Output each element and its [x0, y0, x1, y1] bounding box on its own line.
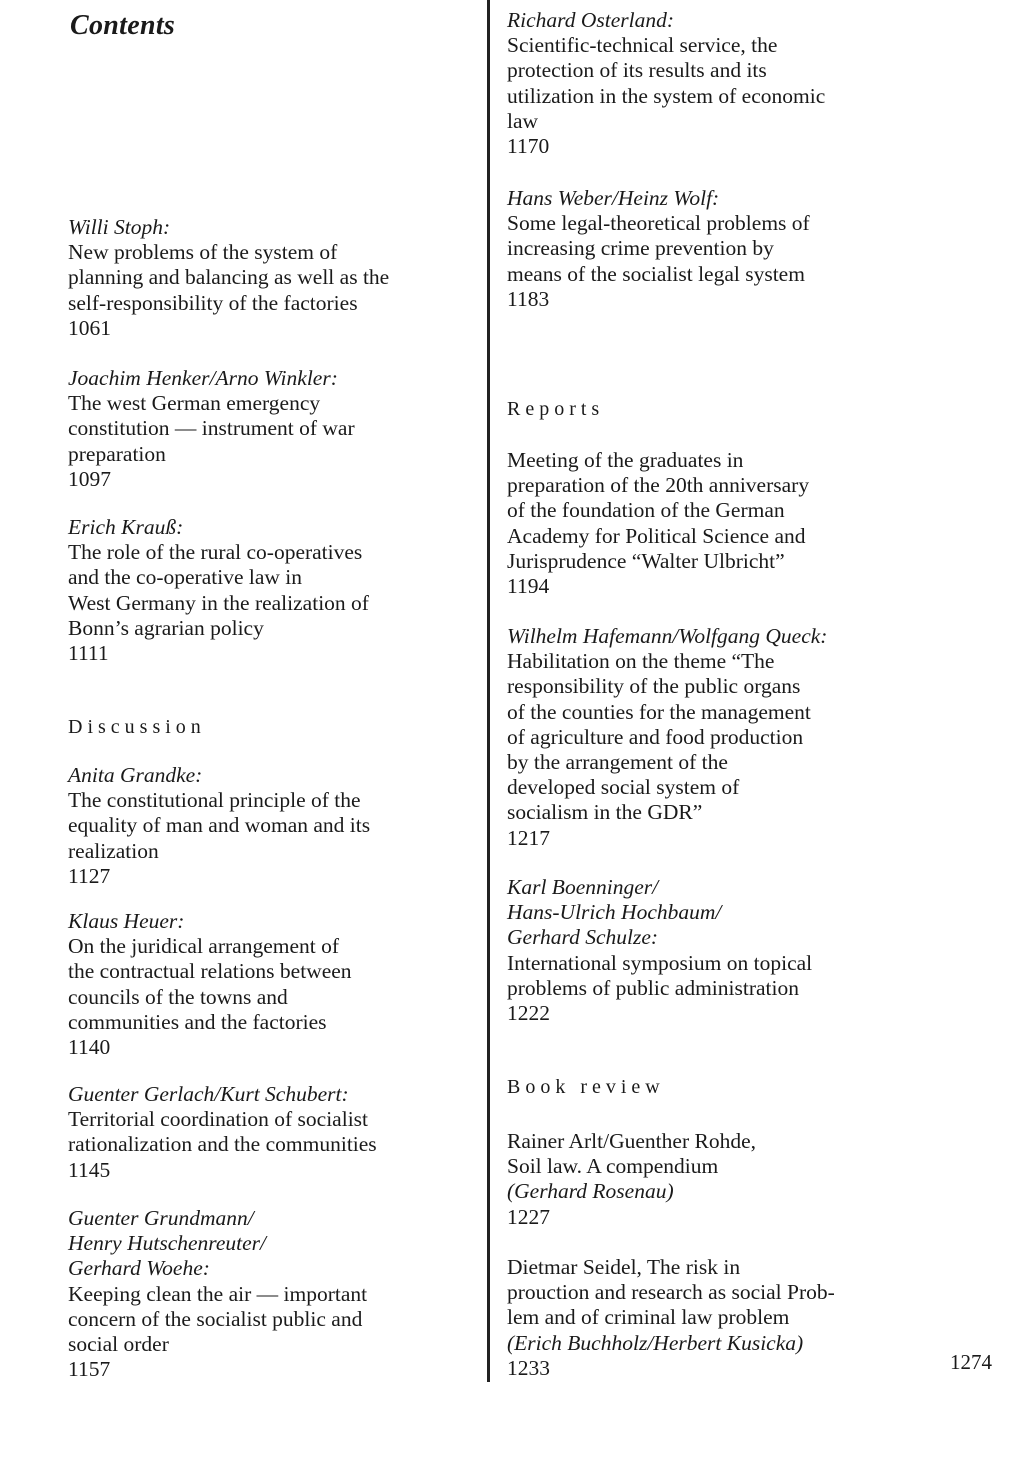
toc-entry[interactable]	[68, 366, 480, 492]
toc-entry[interactable]	[68, 763, 480, 889]
entry-author: Klaus Heuer:	[68, 909, 185, 933]
entry-page: 1222	[507, 1001, 550, 1026]
toc-entry[interactable]	[507, 875, 927, 1026]
toc-entry[interactable]	[507, 448, 927, 599]
column-divider	[487, 0, 490, 1382]
toc-entry[interactable]	[68, 1082, 480, 1183]
toc-entry[interactable]	[507, 1255, 927, 1381]
toc-entry[interactable]	[68, 515, 480, 666]
entry-title: Keeping clean the air — important concern of the socialist public and social order	[68, 1281, 368, 1357]
entry-page: 1097	[68, 466, 111, 491]
entry-reviewer: (Erich Buchholz/Herbert Kusicka)	[507, 1330, 804, 1355]
entry-page: 1194	[507, 574, 550, 599]
toc-entry[interactable]	[507, 624, 927, 851]
entry-page: 1183	[507, 286, 550, 311]
entry-page: 1217	[507, 825, 550, 850]
section-heading-book-review: Book review	[507, 1076, 665, 1098]
entry-page: 1061	[68, 315, 111, 340]
section-heading-discussion: Discussion	[68, 716, 206, 738]
entry-author: Erich Krauß:	[68, 515, 184, 539]
entry-page: 1227	[507, 1204, 550, 1229]
entry-author: Guenter Gerlach/Kurt Schubert:	[68, 1082, 349, 1106]
entry-page: 1111	[68, 641, 109, 666]
entry-title: Scientific-technical service, the protection of its results and its utilization in the system of economic law	[507, 33, 826, 133]
entry-title: Rainer Arlt/Guenther Rohde, Soil law. A compendium	[507, 1129, 756, 1179]
entry-author: Wilhelm Hafemann/Wolfgang Queck:	[507, 624, 828, 648]
entry-page: 1157	[68, 1357, 111, 1382]
entry-author: Anita Grandke:	[68, 763, 203, 787]
entry-author: Joachim Henker/Arno Winkler:	[68, 366, 338, 390]
entry-title: The constitutional principle of the equality of man and woman and its realization	[68, 788, 371, 863]
toc-entry[interactable]	[68, 909, 480, 1060]
entry-title: Territorial coordination of socialist rationalization and the communities	[68, 1107, 377, 1157]
entry-author: Hans Weber/Heinz Wolf:	[507, 186, 720, 210]
toc-entry[interactable]	[507, 8, 927, 159]
entry-title: New problems of the system of planning and balancing as well as the self-responsibility of the factories	[68, 240, 390, 315]
toc-entry[interactable]	[507, 186, 927, 312]
entry-page: 1233	[507, 1355, 550, 1380]
entry-page: 1127	[68, 863, 111, 888]
entry-title: The role of the rural co-operatives and the co-operative law in West Germany in the realization of Bonn’s agrarian policy	[68, 540, 369, 640]
entry-reviewer: (Gerhard Rosenau)	[507, 1179, 674, 1204]
entry-author: Guenter Grundmann/ Henry Hutschenreuter/ Gerhard Woehe:	[68, 1206, 267, 1281]
entry-author: Karl Boenninger/ Hans-Ulrich Hochbaum/ Gerhard Schulze:	[507, 875, 722, 950]
contents-heading: Contents	[70, 10, 176, 41]
entry-title: Some legal-theoretical problems of increasing crime prevention by means of the socialist legal system	[507, 211, 810, 286]
entry-author: Richard Osterland:	[507, 8, 675, 32]
entry-page: 1140	[68, 1035, 111, 1060]
entry-author: Willi Stoph:	[68, 215, 171, 239]
entry-title: Habilitation on the theme “The responsibility of the public organs of the counties for the management of agriculture and food production by the arrangement of the developed social system of socialism in the GDR”	[507, 649, 811, 825]
entry-page: 1145	[68, 1157, 111, 1182]
entry-title: International symposium on topical problems of public administration	[507, 950, 813, 1000]
toc-entry[interactable]	[68, 1206, 480, 1382]
entry-title: The west German emergency constitution — instrument of war preparation	[68, 391, 355, 466]
entry-title: On the juridical arrangement of the contractual relations between councils of the towns and communities and the factories	[68, 934, 352, 1034]
page-number: 1274	[950, 1350, 992, 1374]
entry-title: Dietmar Seidel, The risk in prouction and research as social Prob- lem and of criminal law problem	[507, 1255, 835, 1330]
entry-page: 1170	[507, 134, 550, 159]
entry-title: Meeting of the graduates in preparation of the 20th anniversary of the foundation of the German Academy for Political Science and Jurisprudence “Walter Ulbricht”	[507, 448, 810, 573]
toc-entry[interactable]	[507, 1129, 927, 1230]
section-heading-reports: Reports	[507, 398, 605, 420]
toc-entry[interactable]	[68, 215, 480, 341]
